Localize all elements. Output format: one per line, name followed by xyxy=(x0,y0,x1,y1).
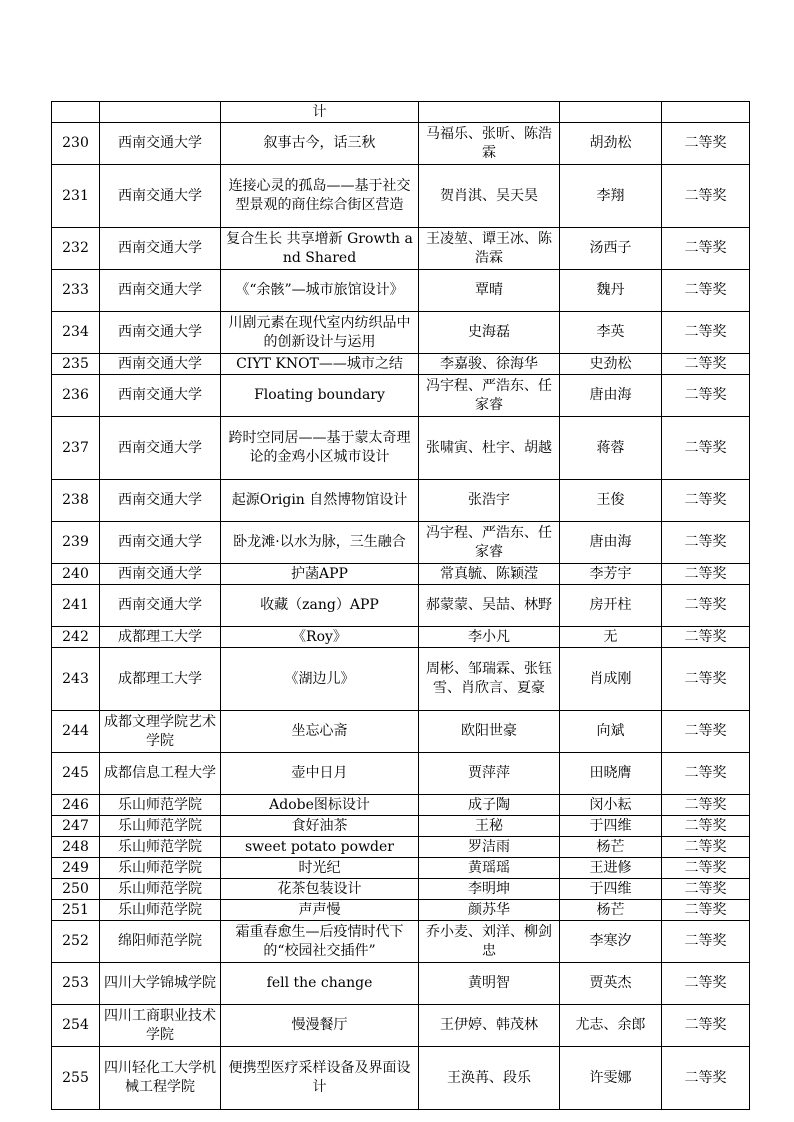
advisor-cell: 杨芒 xyxy=(560,837,662,858)
table-row xyxy=(52,753,750,795)
authors-cell: 周彬、邹瑞霖、张钰雪、肖欣言、夏豪 xyxy=(419,648,560,711)
school-cell: 西南交通大学 xyxy=(100,123,221,165)
award-cell: 二等奖 xyxy=(662,564,750,585)
table-row xyxy=(52,522,750,564)
work-title-cell: CIYT KNOT——城市之结 xyxy=(221,354,419,375)
table-row xyxy=(52,123,750,165)
table-row xyxy=(52,417,750,480)
table-row xyxy=(52,816,750,837)
advisor-cell: 于四维 xyxy=(560,816,662,837)
school-cell xyxy=(100,102,221,123)
authors-cell: 常真毓、陈颖滢 xyxy=(419,564,560,585)
number-cell xyxy=(52,102,100,123)
award-cell: 二等奖 xyxy=(662,270,750,312)
advisor-cell: 向斌 xyxy=(560,711,662,753)
table-body xyxy=(52,102,750,1110)
authors-cell: 黄明智 xyxy=(419,963,560,1005)
award-cell: 二等奖 xyxy=(662,858,750,879)
work-title-cell: 便携型医疗采样设备及界面设计 xyxy=(221,1047,419,1110)
school-cell: 四川大学锦城学院 xyxy=(100,963,221,1005)
award-cell: 二等奖 xyxy=(662,375,750,417)
award-cell: 二等奖 xyxy=(662,879,750,900)
authors-cell: 张啸寅、杜宇、胡越 xyxy=(419,417,560,480)
advisor-cell: 杨芒 xyxy=(560,900,662,921)
award-cell: 二等奖 xyxy=(662,1005,750,1047)
work-title-cell: 收藏（zang）APP xyxy=(221,585,419,627)
school-cell: 西南交通大学 xyxy=(100,375,221,417)
work-title-cell: 时光纪 xyxy=(221,858,419,879)
school-cell: 西南交通大学 xyxy=(100,165,221,228)
advisor-cell: 田晓膺 xyxy=(560,753,662,795)
authors-cell: 张浩宇 xyxy=(419,480,560,522)
school-cell: 西南交通大学 xyxy=(100,480,221,522)
table-row xyxy=(52,627,750,648)
advisor-cell: 李寒汐 xyxy=(560,921,662,963)
authors-cell: 黄瑶瑶 xyxy=(419,858,560,879)
advisor-cell: 蒋蓉 xyxy=(560,417,662,480)
table-row xyxy=(52,963,750,1005)
table-row xyxy=(52,1047,750,1110)
number-cell: 250 xyxy=(52,879,100,900)
work-title-cell: fell the change xyxy=(221,963,419,1005)
advisor-cell: 李英 xyxy=(560,312,662,354)
number-cell: 233 xyxy=(52,270,100,312)
number-cell: 252 xyxy=(52,921,100,963)
work-title-cell: 《Roy》 xyxy=(221,627,419,648)
award-cell: 二等奖 xyxy=(662,795,750,816)
table-row xyxy=(52,585,750,627)
school-cell: 乐山师范学院 xyxy=(100,816,221,837)
authors-cell: 王凌堃、谭王冰、陈浩霖 xyxy=(419,228,560,270)
school-cell: 乐山师范学院 xyxy=(100,879,221,900)
table-row xyxy=(52,795,750,816)
advisor-cell: 唐由海 xyxy=(560,375,662,417)
advisor-cell: 李芳宇 xyxy=(560,564,662,585)
number-cell: 247 xyxy=(52,816,100,837)
table-row xyxy=(52,711,750,753)
award-cell: 二等奖 xyxy=(662,585,750,627)
authors-cell: 王秘 xyxy=(419,816,560,837)
advisor-cell: 胡劲松 xyxy=(560,123,662,165)
work-title-cell: 连接心灵的孤岛——基于社交型景观的商住综合街区营造 xyxy=(221,165,419,228)
school-cell: 四川工商职业技术学院 xyxy=(100,1005,221,1047)
award-cell: 二等奖 xyxy=(662,753,750,795)
advisor-cell: 唐由海 xyxy=(560,522,662,564)
work-title-cell: 叙事古今，话三秋 xyxy=(221,123,419,165)
award-cell: 二等奖 xyxy=(662,228,750,270)
number-cell: 248 xyxy=(52,837,100,858)
work-title-cell: 跨时空同居——基于蒙太奇理论的金鸡小区城市设计 xyxy=(221,417,419,480)
school-cell: 乐山师范学院 xyxy=(100,837,221,858)
number-cell: 231 xyxy=(52,165,100,228)
work-title-cell: 《湖边儿》 xyxy=(221,648,419,711)
number-cell: 254 xyxy=(52,1005,100,1047)
advisor-cell: 于四维 xyxy=(560,879,662,900)
work-title-cell: 声声慢 xyxy=(221,900,419,921)
advisor-cell: 史劲松 xyxy=(560,354,662,375)
advisor-cell: 无 xyxy=(560,627,662,648)
table-row xyxy=(52,564,750,585)
award-cell: 二等奖 xyxy=(662,963,750,1005)
school-cell: 西南交通大学 xyxy=(100,417,221,480)
authors-cell: 马福乐、张昕、陈浩霖 xyxy=(419,123,560,165)
work-title-cell: Adobe图标设计 xyxy=(221,795,419,816)
advisor-cell xyxy=(560,102,662,123)
number-cell: 232 xyxy=(52,228,100,270)
work-title-cell: 花茶包装设计 xyxy=(221,879,419,900)
award-cell: 二等奖 xyxy=(662,1047,750,1110)
authors-cell: 贾萍萍 xyxy=(419,753,560,795)
authors-cell: 乔小麦、刘洋、柳剑忠 xyxy=(419,921,560,963)
school-cell: 乐山师范学院 xyxy=(100,900,221,921)
work-title-cell: 计 xyxy=(221,102,419,123)
work-title-cell: 坐忘心斋 xyxy=(221,711,419,753)
work-title-cell: 食好油茶 xyxy=(221,816,419,837)
school-cell: 西南交通大学 xyxy=(100,228,221,270)
work-title-cell: 《“余骸”—城市旅馆设计》 xyxy=(221,270,419,312)
award-cell: 二等奖 xyxy=(662,921,750,963)
number-cell: 239 xyxy=(52,522,100,564)
authors-cell: 罗洁雨 xyxy=(419,837,560,858)
work-title-cell: sweet potato powder xyxy=(221,837,419,858)
authors-cell: 史海磊 xyxy=(419,312,560,354)
table-row xyxy=(52,900,750,921)
award-cell xyxy=(662,102,750,123)
authors-cell: 冯宇程、严浩东、任家睿 xyxy=(419,375,560,417)
authors-cell xyxy=(419,102,560,123)
number-cell: 237 xyxy=(52,417,100,480)
school-cell: 乐山师范学院 xyxy=(100,795,221,816)
number-cell: 255 xyxy=(52,1047,100,1110)
table-row xyxy=(52,165,750,228)
number-cell: 249 xyxy=(52,858,100,879)
advisor-cell: 尤志、余郎 xyxy=(560,1005,662,1047)
school-cell: 成都理工大学 xyxy=(100,627,221,648)
work-title-cell: Floating boundary xyxy=(221,375,419,417)
authors-cell: 冯宇程、严浩东、任家睿 xyxy=(419,522,560,564)
number-cell: 235 xyxy=(52,354,100,375)
authors-cell: 欧阳世豪 xyxy=(419,711,560,753)
work-title-cell: 卧龙滩·以水为脉，三生融合 xyxy=(221,522,419,564)
table-row-continuation xyxy=(52,102,750,123)
award-cell: 二等奖 xyxy=(662,711,750,753)
work-title-cell: 慢漫餐厅 xyxy=(221,1005,419,1047)
number-cell: 245 xyxy=(52,753,100,795)
number-cell: 246 xyxy=(52,795,100,816)
table-row xyxy=(52,270,750,312)
authors-cell: 李嘉骏、徐海华 xyxy=(419,354,560,375)
number-cell: 244 xyxy=(52,711,100,753)
award-cell: 二等奖 xyxy=(662,354,750,375)
authors-cell: 郝蒙蒙、吴喆、林野 xyxy=(419,585,560,627)
number-cell: 234 xyxy=(52,312,100,354)
table-row xyxy=(52,879,750,900)
number-cell: 230 xyxy=(52,123,100,165)
award-cell: 二等奖 xyxy=(662,312,750,354)
award-cell: 二等奖 xyxy=(662,837,750,858)
school-cell: 成都文理学院艺术学院 xyxy=(100,711,221,753)
work-title-cell: 起源Origin 自然博物馆设计 xyxy=(221,480,419,522)
table-row xyxy=(52,375,750,417)
work-title-cell: 霜重春愈生—后疫情时代下的“校园社交插件” xyxy=(221,921,419,963)
table-row xyxy=(52,354,750,375)
table-row xyxy=(52,1005,750,1047)
advisor-cell: 王俊 xyxy=(560,480,662,522)
work-title-cell: 川剧元素在现代室内纺织品中的创新设计与运用 xyxy=(221,312,419,354)
school-cell: 乐山师范学院 xyxy=(100,858,221,879)
school-cell: 西南交通大学 xyxy=(100,312,221,354)
number-cell: 251 xyxy=(52,900,100,921)
table-row xyxy=(52,921,750,963)
authors-cell: 成子陶 xyxy=(419,795,560,816)
table-row xyxy=(52,228,750,270)
school-cell: 西南交通大学 xyxy=(100,522,221,564)
school-cell: 成都信息工程大学 xyxy=(100,753,221,795)
number-cell: 243 xyxy=(52,648,100,711)
authors-cell: 贺肖淇、吴天昊 xyxy=(419,165,560,228)
school-cell: 西南交通大学 xyxy=(100,354,221,375)
award-cell: 二等奖 xyxy=(662,417,750,480)
authors-cell: 王伊婷、韩茂林 xyxy=(419,1005,560,1047)
advisor-cell: 许雯娜 xyxy=(560,1047,662,1110)
authors-cell: 李明坤 xyxy=(419,879,560,900)
number-cell: 253 xyxy=(52,963,100,1005)
table-row xyxy=(52,858,750,879)
award-cell: 二等奖 xyxy=(662,165,750,228)
number-cell: 241 xyxy=(52,585,100,627)
advisor-cell: 闵小耘 xyxy=(560,795,662,816)
number-cell: 240 xyxy=(52,564,100,585)
table-row xyxy=(52,837,750,858)
award-cell: 二等奖 xyxy=(662,627,750,648)
school-cell: 西南交通大学 xyxy=(100,270,221,312)
award-table xyxy=(51,101,750,1110)
number-cell: 236 xyxy=(52,375,100,417)
work-title-cell: 复合生长 共享增新 Growth and Shared xyxy=(221,228,419,270)
school-cell: 成都理工大学 xyxy=(100,648,221,711)
advisor-cell: 房开柱 xyxy=(560,585,662,627)
work-title-cell: 护菡APP xyxy=(221,564,419,585)
work-title-cell: 壶中日月 xyxy=(221,753,419,795)
award-cell: 二等奖 xyxy=(662,648,750,711)
school-cell: 西南交通大学 xyxy=(100,585,221,627)
award-cell: 二等奖 xyxy=(662,522,750,564)
number-cell: 238 xyxy=(52,480,100,522)
advisor-cell: 贾英杰 xyxy=(560,963,662,1005)
table-row xyxy=(52,480,750,522)
authors-cell: 覃晴 xyxy=(419,270,560,312)
authors-cell: 李小凡 xyxy=(419,627,560,648)
award-cell: 二等奖 xyxy=(662,123,750,165)
table-row xyxy=(52,312,750,354)
award-cell: 二等奖 xyxy=(662,900,750,921)
advisor-cell: 肖成刚 xyxy=(560,648,662,711)
advisor-cell: 李翔 xyxy=(560,165,662,228)
number-cell: 242 xyxy=(52,627,100,648)
advisor-cell: 王进修 xyxy=(560,858,662,879)
award-cell: 二等奖 xyxy=(662,480,750,522)
award-cell: 二等奖 xyxy=(662,816,750,837)
school-cell: 西南交通大学 xyxy=(100,564,221,585)
table-row xyxy=(52,648,750,711)
advisor-cell: 汤西子 xyxy=(560,228,662,270)
authors-cell: 颜苏华 xyxy=(419,900,560,921)
advisor-cell: 魏丹 xyxy=(560,270,662,312)
authors-cell: 王涣苒、段乐 xyxy=(419,1047,560,1110)
school-cell: 绵阳师范学院 xyxy=(100,921,221,963)
school-cell: 四川轻化工大学机械工程学院 xyxy=(100,1047,221,1110)
